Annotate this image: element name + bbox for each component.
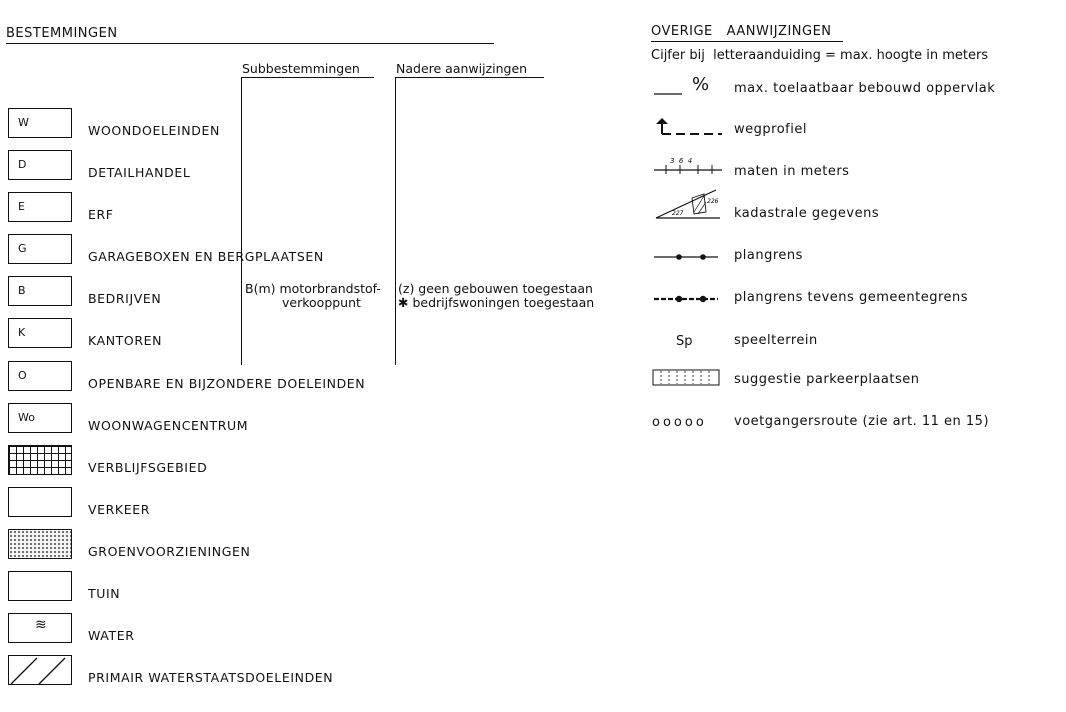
sub-bm-line2: verkooppunt — [282, 295, 361, 310]
svg-text:227: 227 — [672, 210, 684, 217]
legend-label: WATER — [88, 628, 135, 643]
legend-label: OPENBARE EN BIJZONDERE DOELEINDEN — [88, 376, 366, 391]
legend-code: E — [18, 200, 25, 213]
legend-code: ≋ — [35, 617, 47, 633]
legend-box-k — [8, 318, 72, 348]
col-nadere-divider — [395, 77, 396, 365]
legend-label: GROENVOORZIENINGEN — [88, 544, 251, 559]
legend-label: GARAGEBOXEN EN BERGPLAATSEN — [88, 249, 324, 264]
legend-label: TUIN — [88, 586, 121, 601]
legend-label: PRIMAIR WATERSTAATSDOELEINDEN — [88, 670, 334, 685]
legend-box-dots — [8, 529, 72, 559]
legend-box-g — [8, 234, 72, 264]
overige-label: maten in meters — [734, 164, 850, 179]
legend-code: O — [18, 369, 27, 382]
legend-code: B — [18, 284, 26, 297]
bestemmingen-title: BESTEMMINGEN — [6, 26, 118, 41]
ooooo-icon: ooooo — [652, 415, 707, 430]
col-nadere: Nadere aanwijzingen — [396, 61, 528, 76]
legend-code: G — [18, 242, 27, 255]
percent-icon — [652, 76, 722, 104]
overige-label: max. toelaatbaar bebouwd oppervlak — [734, 81, 996, 96]
legend-box-b — [8, 276, 72, 306]
overige-label: voetgangersroute (zie art. 11 en 15) — [734, 414, 990, 429]
maten-numbers: 3 6 4 — [670, 157, 693, 165]
legend-box-grid — [8, 445, 72, 475]
sp-icon: Sp — [676, 334, 693, 349]
svg-text:226: 226 — [707, 198, 719, 205]
overige-label: wegprofiel — [734, 122, 807, 137]
bestemmingen-rule — [6, 43, 494, 44]
col-nadere-rule — [396, 77, 544, 78]
gemeentegrens-icon — [652, 291, 726, 310]
overige-label: plangrens tevens gemeentegrens — [734, 290, 969, 305]
percent-glyph: % — [692, 74, 710, 95]
legend-code: K — [18, 326, 26, 339]
legend-box-plain — [8, 487, 72, 517]
legend-label: DETAILHANDEL — [88, 165, 191, 180]
legend-label: BEDRIJVEN — [88, 291, 162, 306]
legend-box-o — [8, 361, 72, 391]
kadastraal-icon — [652, 186, 726, 226]
legend-code: D — [18, 158, 27, 171]
legend-box-e — [8, 192, 72, 222]
legend-label: VERBLIJFSGEBIED — [88, 460, 208, 475]
legend-box-hatch — [8, 655, 72, 685]
overige-label: kadastrale gegevens — [734, 206, 880, 221]
wegprofiel-icon — [652, 114, 726, 144]
hatch-icon — [9, 656, 73, 686]
maten-icon — [652, 158, 726, 182]
legend-code: Wo — [18, 411, 35, 424]
legend-label: ERF — [88, 207, 114, 222]
legend-box-≋ — [8, 613, 72, 643]
nadere-z-line: (z) geen gebouwen toegestaan — [398, 281, 593, 296]
legend-label: KANTOREN — [88, 333, 163, 348]
col-sub-divider — [241, 77, 242, 365]
parkeer-icon — [652, 369, 722, 391]
sub-bm-line1: B(m) motorbrandstof- — [245, 281, 381, 296]
overige-label: suggestie parkeerplaatsen — [734, 372, 920, 387]
legend-code: W — [18, 116, 29, 129]
overige-label: plangrens — [734, 248, 803, 263]
overige-title: OVERIGE AANWIJZINGEN — [651, 24, 832, 39]
legend-label: VERKEER — [88, 502, 151, 517]
legend-box-w — [8, 108, 72, 138]
legend-label: WOONWAGENCENTRUM — [88, 418, 249, 433]
legend-box-plain — [8, 571, 72, 601]
overige-label: speelterrein — [734, 333, 818, 348]
col-subbestemmingen-rule — [242, 77, 374, 78]
legend-box-d — [8, 150, 72, 180]
legend-label: WOONDOELEINDEN — [88, 123, 220, 138]
overige-intro: Cijfer bij letteraanduiding = max. hoogte in meters — [651, 48, 989, 63]
legend-box-wo — [8, 403, 72, 433]
col-subbestemmingen: Subbestemmingen — [242, 61, 360, 76]
plangrens-icon — [652, 249, 726, 268]
nadere-star-line: ✱ bedrijfswoningen toegestaan — [398, 295, 595, 310]
overige-rule — [651, 41, 843, 42]
